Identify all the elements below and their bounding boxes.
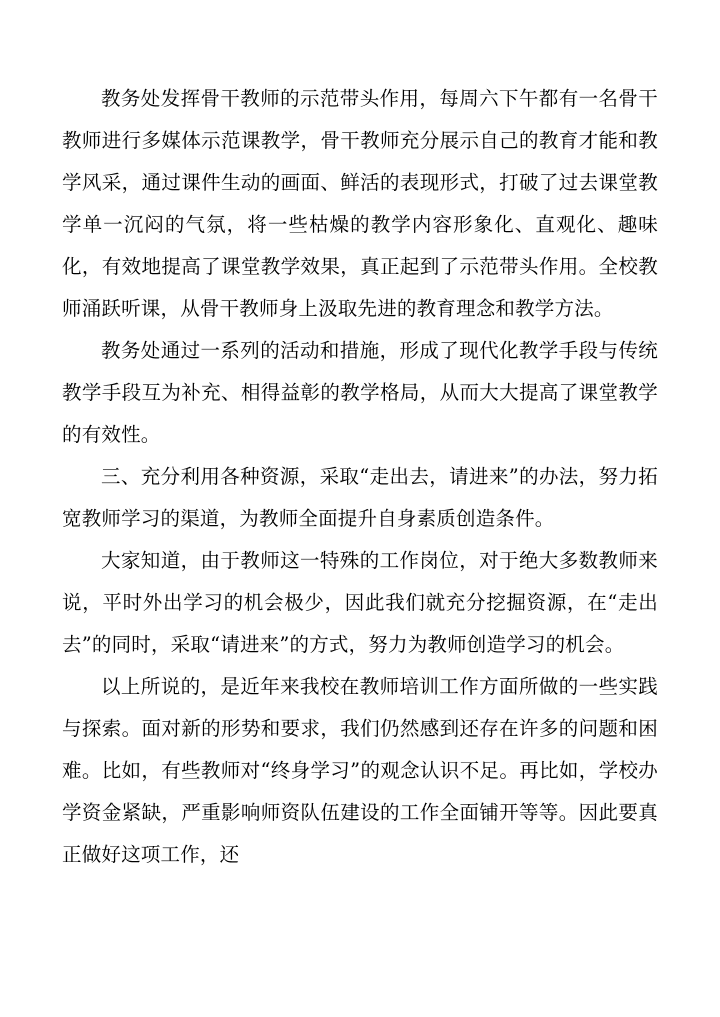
paragraph: 三、充分利用各种资源，采取“走出去，请进来”的办法，努力拓宽教师学习的渠道，为教师全面提升自身素质创造条件。	[62, 465, 658, 530]
paragraph: 教务处发挥骨干教师的示范带头作用，每周六下午都有一名骨干教师进行多媒体示范课教学，骨干教师充分展示自己的教育才能和教学风采，通过课件生动的画面、鲜活的表现形式，打破了过去课堂教学单一沉闷的气氛，将一些枯燥的教学内容形象化、直观化、趣味化，有效地提高了课堂教学效果，真正起到了示范带头作用。全校教师涌跃听课，从骨干教师身上汲取先进的教育理念和教学方法。	[62, 87, 658, 320]
paragraph: 大家知道，由于教师这一特殊的工作岗位，对于绝大多数教师来说，平时外出学习的机会极少，因此我们就充分挖掘资源，在“走出去”的同时，采取“请进来”的方式，努力为教师创造学习的机会。	[62, 549, 658, 656]
paragraph: 教务处通过一系列的活动和措施，形成了现代化教学手段与传统教学手段互为补充、相得益彰的教学格局，从而大大提高了课堂教学的有效性。	[62, 339, 658, 446]
document-body	[62, 78, 658, 876]
paragraph: 以上所说的，是近年来我校在教师培训工作方面所做的一些实践与探索。面对新的形势和要求，我们仍然感到还存在许多的问题和困难。比如，有些教师对“终身学习”的观念认识不足。再比如，学校办学资金紧缺，严重影响师资队伍建设的工作全面铺开等等。因此要真正做好这项工作，还	[62, 675, 658, 866]
